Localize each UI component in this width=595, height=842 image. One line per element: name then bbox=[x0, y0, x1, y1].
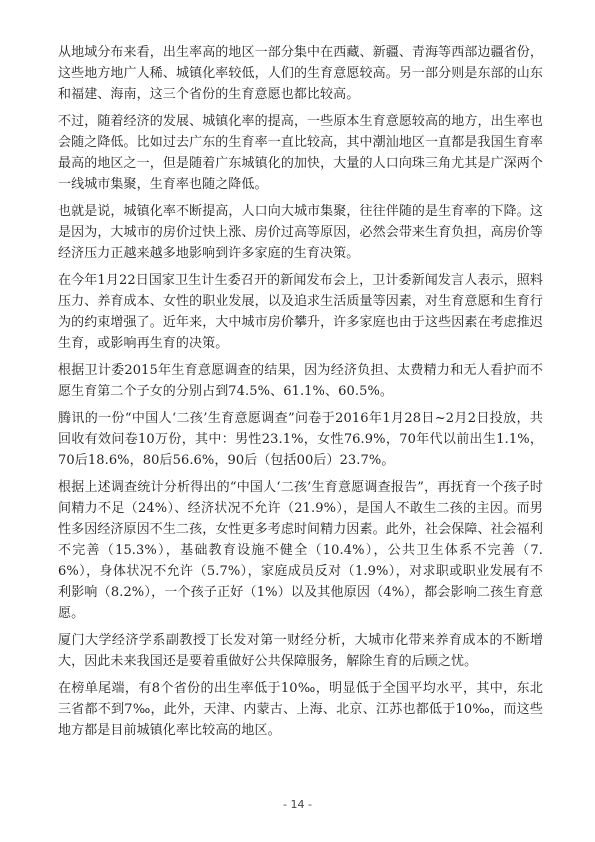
paragraph-survey-2015: 根据卫计委2015年生育意愿调查的结果，因为经济负担、太费精力和无人看护而不愿生育第二个子女的分别占到74.5%、61.1%、60.5%。 bbox=[58, 363, 543, 399]
paragraph-survey-report: 根据上述调查统计分析得出的“中国人‘二孩’生育意愿调查报告”，再抚育一个孩子时间精力不足（24%）、经济状况不允许（21.9%），是国人不敢生二孩的主因。而男性多因经济原因不生二孩，女性更多考虑时间精力因素。此外，社会保障、社会福利不完善（15.3%），基础教育设施不健全（10.4%），公共卫生体系不完善（7.6%），身体状况不允许（5.7%），家庭成员反对（1.9%），对求职或职业发展有不利影响（8.2%），一个孩子正好（1%）以及其他原因（4%），都会影响二孩生育意愿。 bbox=[58, 480, 543, 621]
paragraph-expert-analysis: 厦门大学经济学系副教授丁长发对第一财经分析，大城市化带来养育成本的不断增大，因此未来我国还是要着重做好公共保障服务，解除生育的后顾之忧。 bbox=[58, 633, 543, 669]
paragraph-press-conference: 在今年1月22日国家卫生计生委召开的新闻发布会上，卫计委新闻发言人表示，照料压力、养育成本、女性的职业发展，以及追求生活质量等因素，对生育意愿和生育行为的约束增强了。近年来，大中城市房价攀升，许多家庭也由于这些因素在考虑推迟生育，或影响再生育的决策。 bbox=[58, 273, 543, 351]
paragraph-tencent-survey: 腾讯的一份“中国人‘二孩’生育意愿调查”问卷于2016年1月28日~2月2日投放，共回收有效问卷10万份，其中：男性23.1%，女性76.9%，70年代以前出生1.1%，70后18.6%，80后56.6%，90后（包括00后）23.7%。 bbox=[58, 411, 543, 468]
paragraph-low-birth-rate: 在榜单尾端，有8个省份的出生率低于10‰，明显低于全国平均水平，其中，东北三省都不到7‰，此外，天津、内蒙古、上海、北京、江苏也都低于10‰，而这些地方都是目前城镇化率比较高的地区。 bbox=[58, 681, 543, 738]
paragraph-housing-pressure: 也就是说，城镇化率不断提高，人口向大城市集聚，往往伴随的是生育率的下降。这是因为，大城市的房价过快上涨、房价过高等原因，必然会带来生育负担，高房价等经济压力正越来越多地影响到许多家庭的生育决策。 bbox=[58, 204, 543, 261]
paragraph-urbanization-effect: 不过，随着经济的发展、城镇化率的提高，一些原本生育意愿较高的地方，出生率也会随之降低。比如过去广东的生育率一直比较高，其中潮汕地区一直都是我国生育率最高的地区之一，但是随着广东城镇化的加快，大量的人口向珠三角尤其是广深两个一线城市集聚，生育率也随之降低。 bbox=[58, 114, 543, 192]
document-body bbox=[58, 42, 543, 747]
page-number: - 14 - bbox=[283, 798, 312, 811]
paragraph-regional-distribution: 从地域分布来看，出生率高的地区一部分集中在西藏、新疆、青海等西部边疆省份，这些地方地广人稀、城镇化率较低，人们的生育意愿较高。另一部分则是东部的山东和福建、海南，这三个省份的生育意愿也都比较高。 bbox=[58, 45, 543, 102]
